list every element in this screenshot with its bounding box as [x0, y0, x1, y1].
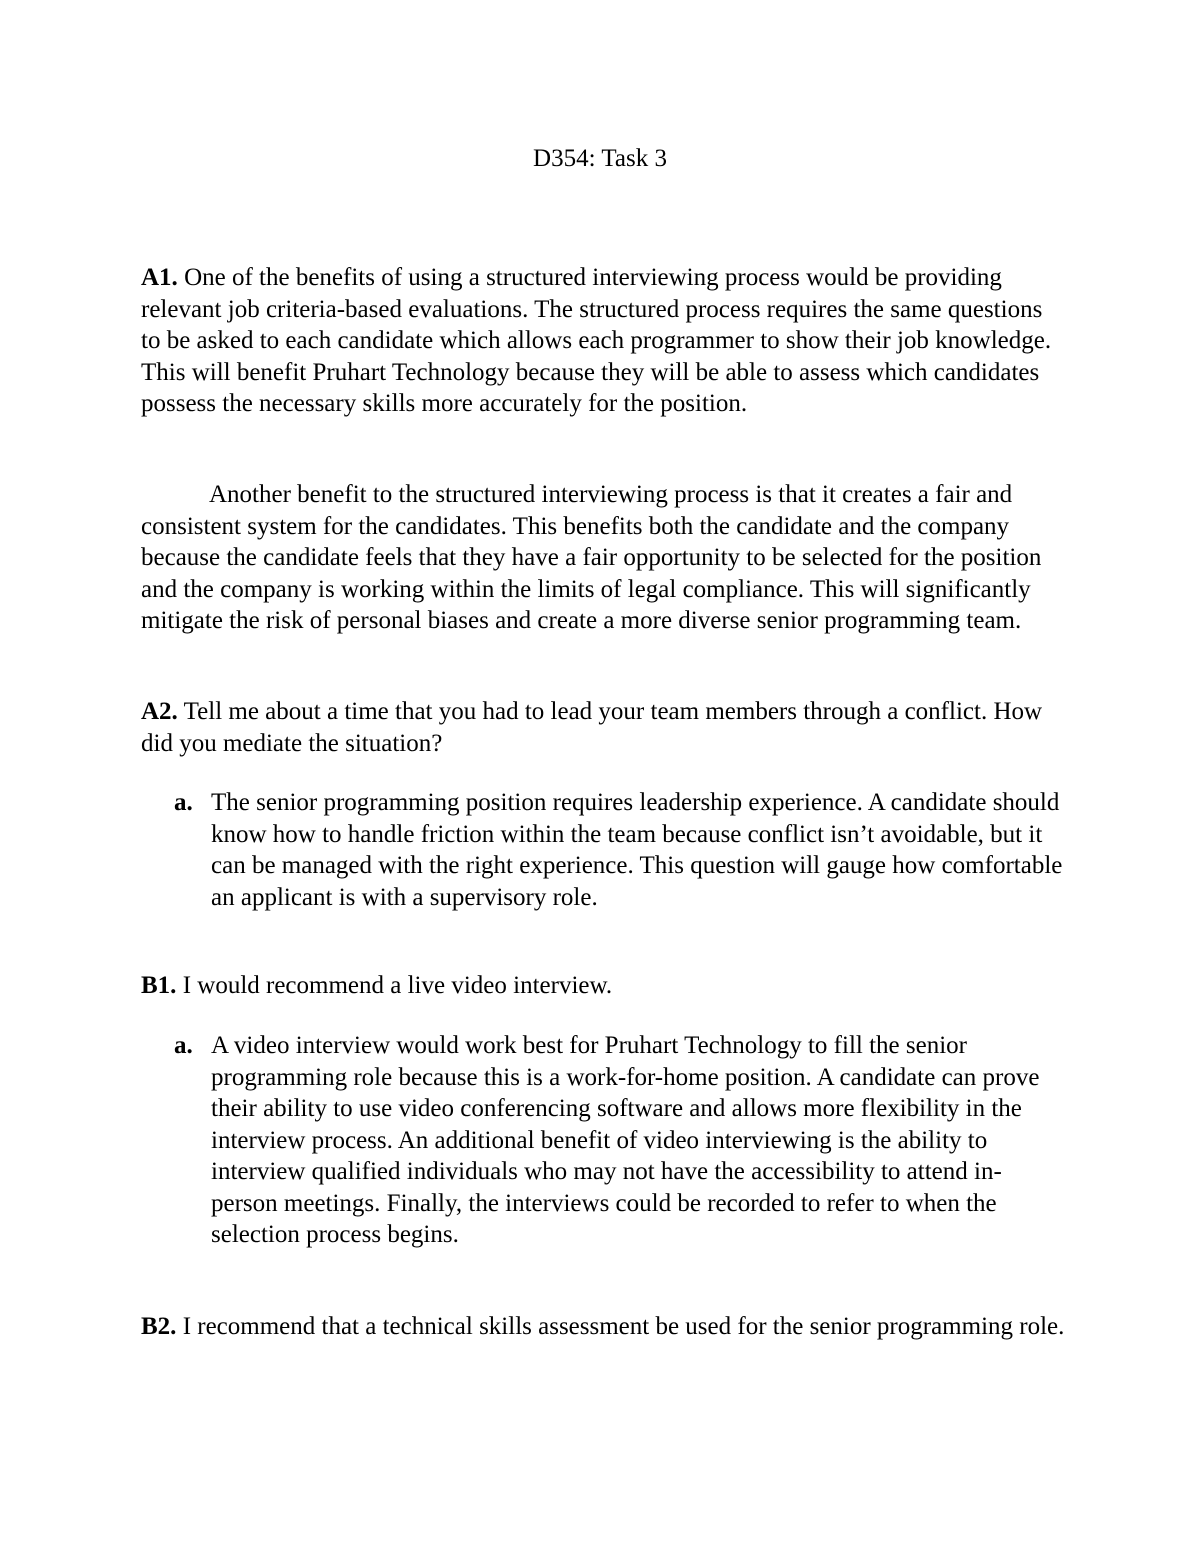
section-b1-label: B1. [141, 972, 177, 999]
document-title: D354: Task 3 [533, 145, 667, 172]
section-a2-paragraph [141, 696, 1066, 759]
section-a2-item-text: The senior programming position requires leadership experience. A candidate should know how to handle friction within the team because conflict isn’t avoidable, but it can be managed with the right experience. This question will gauge how comfortable an applicant is with a supervisory role. [211, 789, 1063, 911]
section-b1-paragraph [141, 970, 1066, 1002]
section-b1-list-item [174, 1030, 1066, 1251]
section-a2-label: A2. [141, 698, 178, 725]
section-b1-item-marker: a. [174, 1032, 193, 1059]
section-b1-item-text: A video interview would work best for Pruhart Technology to fill the senior programming role because this is a work-for-home position. A candidate can prove their ability to use video conferencing software and allows more flexibility in the interview process. An additional benefit of video interviewing is the ability to interview qualified individuals who may not have the accessibility to attend in-person meetings. Finally, the interviews could be recorded to refer to when the selection process begins. [211, 1032, 1040, 1248]
section-a1-text: One of the benefits of using a structured interviewing process would be providing relevant job criteria-based evaluations. The structured process requires the same questions to be asked to each candidate which allows each programmer to show their job knowledge. This will benefit Pruhart Technology because they will be able to assess which candidates possess the necessary skills more accurately for the position. [141, 264, 1052, 417]
section-a1-label: A1. [141, 264, 178, 291]
section-b2-label: B2. [141, 1313, 177, 1340]
section-b2-text: I recommend that a technical skills assessment be used for the senior programming role. [182, 1313, 1065, 1340]
section-b2-paragraph [141, 1311, 1066, 1343]
section-a2-item-marker: a. [174, 789, 193, 816]
section-a1-second-paragraph: Another benefit to the structured interviewing process is that it creates a fair and consistent system for the candidates. This benefits both the candidate and the company because the candidate feels that they have a fair opportunity to be selected for the position and the company is working within the limits of legal compliance. This will significantly mitigate the risk of personal biases and create a more diverse senior programming team. [141, 481, 1042, 634]
section-b1-text: I would recommend a live video interview. [182, 972, 613, 999]
section-a1-paragraph [141, 262, 1066, 420]
section-a2-question: Tell me about a time that you had to lead your team members through a conflict. How did you mediate the situation? [141, 698, 1043, 757]
section-a2-list-item [174, 787, 1066, 913]
